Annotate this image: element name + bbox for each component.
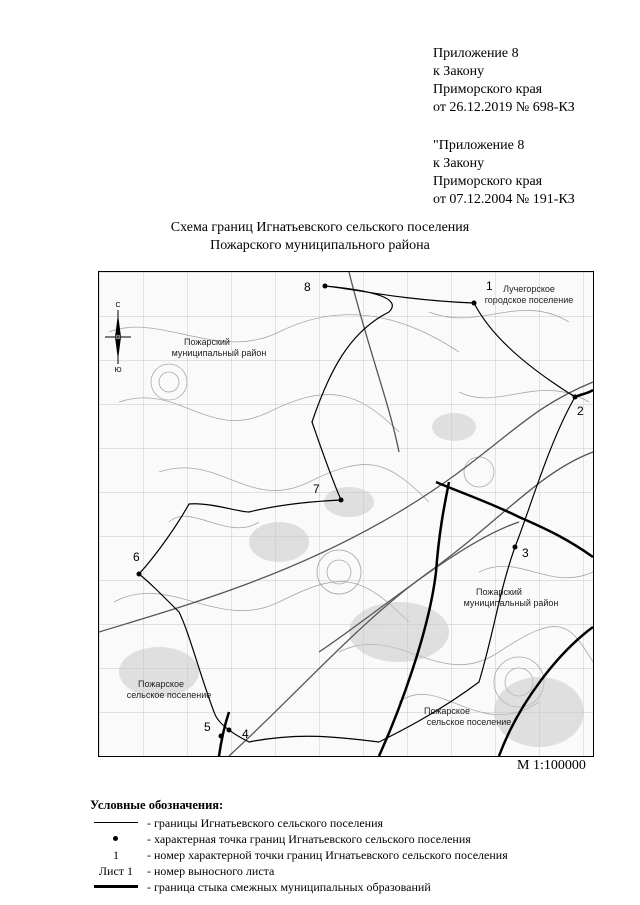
legend-symbol-number: 1 bbox=[113, 848, 119, 862]
boundary-point-marker bbox=[137, 572, 142, 577]
area-label: Пожарский bbox=[476, 587, 522, 597]
legend-item bbox=[90, 815, 610, 831]
boundary-point-marker bbox=[573, 395, 578, 400]
area-label: муниципальный район bbox=[463, 598, 559, 608]
area-label: сельское поселение bbox=[126, 690, 212, 700]
map-scale: М 1:100000 bbox=[517, 758, 586, 773]
appendix-line: Приложение 8 bbox=[433, 46, 519, 61]
legend-item bbox=[90, 863, 610, 879]
legend-text: - номер характерной точки границ Игнатьевского сельского поселения bbox=[147, 848, 508, 862]
boundary-map bbox=[98, 271, 594, 757]
boundary-point-marker bbox=[227, 728, 232, 733]
appendix-line: "Приложение 8 bbox=[433, 138, 525, 153]
boundary-point-marker bbox=[339, 498, 344, 503]
boundary-point-label: 8 bbox=[304, 280, 311, 294]
compass-north-label: С bbox=[115, 302, 121, 309]
map-title-line: Схема границ Игнатьевского сельского поселения bbox=[170, 220, 470, 235]
boundary-point-label: 1 bbox=[486, 279, 493, 293]
legend-text: - границы Игнатьевского сельского поселения bbox=[147, 816, 384, 830]
boundary-point-label: 2 bbox=[577, 404, 584, 418]
appendix-line: от 07.12.2004 № 191-КЗ bbox=[433, 192, 575, 207]
appendix-block-new bbox=[433, 45, 575, 117]
boundary-point-label: 3 bbox=[522, 546, 529, 560]
map-legend bbox=[90, 797, 610, 895]
legend-item bbox=[90, 831, 610, 847]
legend-item bbox=[90, 847, 610, 863]
legend-text: - граница стыка смежных муниципальных образований bbox=[147, 880, 431, 894]
area-label: Лучегорское bbox=[503, 284, 555, 294]
boundary-point-marker bbox=[513, 545, 518, 550]
appendix-line: от 26.12.2019 № 698-КЗ bbox=[433, 100, 575, 115]
appendix-line: к Закону bbox=[433, 156, 485, 171]
compass-south-label: Ю bbox=[114, 367, 122, 374]
map-title-line: Пожарского муниципального района bbox=[210, 238, 430, 253]
area-label: Пожарское bbox=[424, 706, 470, 716]
boundary-point-label: 6 bbox=[133, 550, 140, 564]
appendix-line: Приморского края bbox=[433, 174, 543, 189]
map-title bbox=[0, 219, 640, 255]
legend-text: - характерная точка границ Игнатьевского сельского поселения bbox=[147, 832, 471, 846]
boundary-point-label: 7 bbox=[313, 482, 320, 496]
area-label: муниципальный район bbox=[171, 348, 267, 358]
boundary-point-label: 5 bbox=[204, 720, 211, 734]
boundary-point-marker bbox=[219, 734, 224, 739]
boundary-point-marker bbox=[323, 284, 328, 289]
legend-item bbox=[90, 879, 610, 895]
area-label: сельское поселение bbox=[426, 717, 512, 727]
area-label: городское поселение bbox=[484, 295, 574, 305]
legend-title: Условные обозначения: bbox=[90, 798, 224, 812]
legend-text: - номер выносного листа bbox=[147, 864, 275, 878]
area-label: Пожарское bbox=[138, 679, 184, 689]
legend-symbol-sheet: Лист 1 bbox=[98, 864, 134, 878]
appendix-line: Приморского края bbox=[433, 82, 543, 97]
document-header bbox=[433, 45, 575, 229]
area-label: Пожарский bbox=[184, 337, 230, 347]
boundary-point-label: 4 bbox=[242, 727, 249, 741]
appendix-line: к Закону bbox=[433, 64, 485, 79]
appendix-block-old bbox=[433, 137, 575, 209]
boundary-point-marker bbox=[472, 301, 477, 306]
map-canvas bbox=[99, 272, 593, 756]
